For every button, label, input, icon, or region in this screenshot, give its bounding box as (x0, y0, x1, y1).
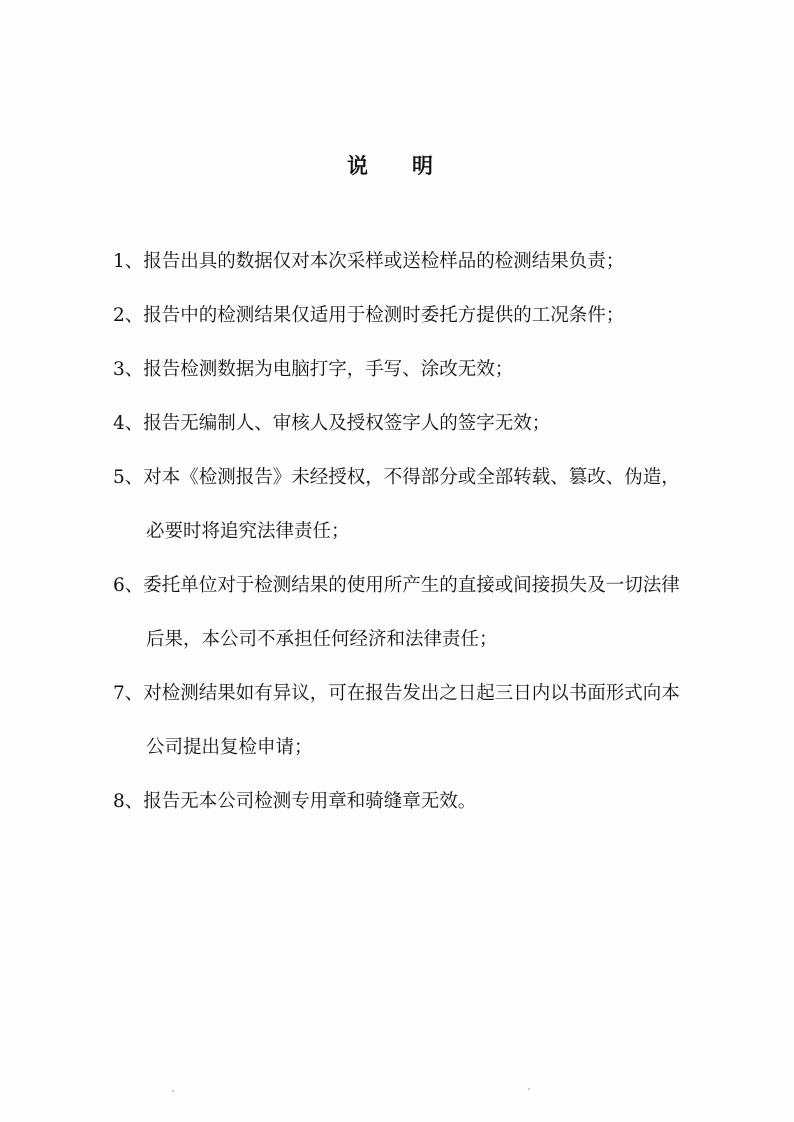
item-number: 1、 (113, 251, 144, 272)
list-item (113, 567, 753, 659)
notes-list (113, 243, 753, 837)
item-number: 7、 (113, 683, 144, 704)
list-item (113, 675, 753, 767)
item-number: 5、 (113, 467, 144, 488)
item-continuation: 后果，本公司不承担任何经济和法律责任； (146, 629, 498, 650)
item-number: 6、 (113, 575, 144, 596)
list-item (113, 351, 753, 389)
item-text: 报告出具的数据仅对本次采样或送检样品的检测结果负责； (143, 251, 625, 272)
item-text: 对本《检测报告》未经授权，不得部分或全部转载、篡改、伪造， (143, 467, 680, 488)
item-text: 报告无编制人、审核人及授权签字人的签字无效； (143, 413, 551, 434)
list-item (113, 783, 753, 821)
item-continuation: 必要时将追究法律责任； (146, 521, 350, 542)
list-item (113, 459, 753, 551)
item-number: 4、 (113, 413, 144, 434)
item-number: 2、 (113, 305, 144, 326)
list-item (113, 405, 753, 443)
scan-speck (528, 1088, 530, 1090)
scan-speck (172, 1090, 174, 1092)
item-number: 3、 (113, 359, 144, 380)
item-continuation: 公司提出复检申请； (146, 737, 313, 758)
item-text: 报告无本公司检测专用章和骑缝章无效。 (143, 791, 477, 812)
item-text: 报告中的检测结果仅适用于检测时委托方提供的工况条件； (143, 305, 625, 326)
item-text: 对检测结果如有异议，可在报告发出之日起三日内以书面形式向本 (143, 683, 680, 704)
item-text: 报告检测数据为电脑打字，手写、涂改无效； (143, 359, 514, 380)
page-title: 说明 (347, 153, 477, 178)
list-item (113, 297, 753, 335)
list-item (113, 243, 753, 281)
item-text: 委托单位对于检测结果的使用所产生的直接或间接损失及一切法律 (143, 575, 680, 596)
item-number: 8、 (113, 791, 144, 812)
